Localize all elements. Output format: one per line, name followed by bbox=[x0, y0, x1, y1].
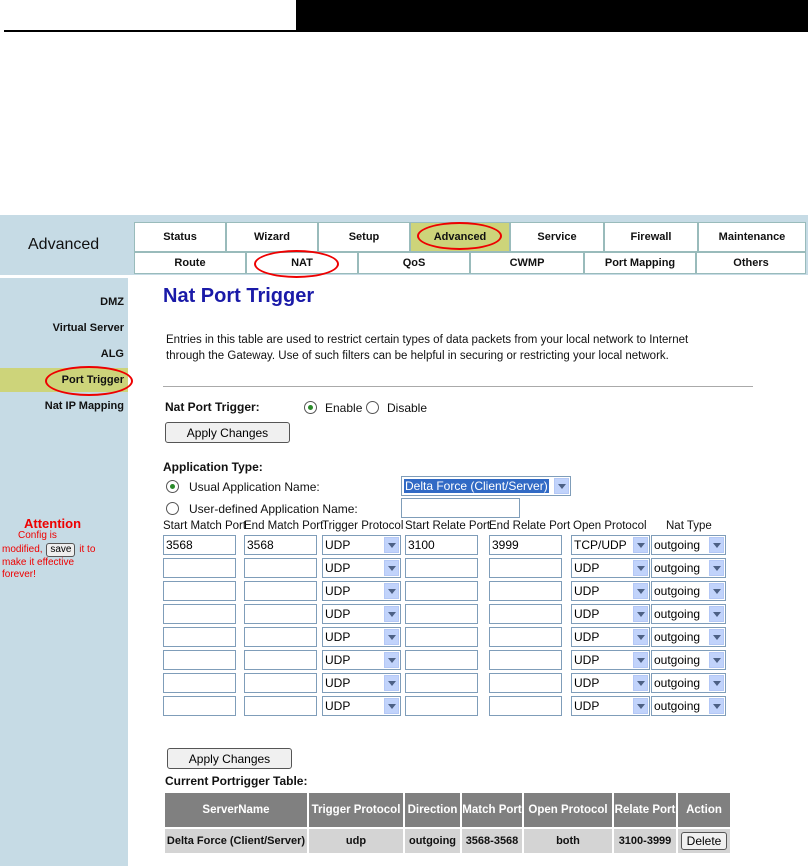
chevron-down-icon bbox=[709, 537, 724, 553]
section-title: Advanced bbox=[28, 236, 100, 253]
trigger-protocol-value: UDP bbox=[325, 607, 351, 621]
end-match-port-input[interactable] bbox=[244, 696, 317, 716]
open-protocol-value: UDP bbox=[574, 607, 600, 621]
header-rule bbox=[4, 30, 296, 32]
nat-type-value: outgoing bbox=[654, 607, 701, 621]
th-match-port: Match Port bbox=[462, 793, 522, 827]
subtab-qos[interactable]: QoS bbox=[358, 252, 470, 274]
subtab-nat[interactable]: NAT bbox=[246, 252, 358, 274]
subtab-others[interactable]: Others bbox=[696, 252, 806, 274]
start-relate-port-input[interactable]: 3100 bbox=[405, 535, 478, 555]
end-relate-port-input[interactable] bbox=[489, 558, 562, 578]
nat-type-value: outgoing bbox=[654, 653, 701, 667]
nat-type-value: outgoing bbox=[654, 630, 701, 644]
start-relate-port-input[interactable] bbox=[405, 650, 478, 670]
open-protocol-value: UDP bbox=[574, 584, 600, 598]
chevron-down-icon bbox=[384, 606, 399, 622]
chevron-down-icon bbox=[384, 675, 399, 691]
trigger-protocol-select[interactable] bbox=[322, 627, 401, 647]
end-match-port-input[interactable] bbox=[244, 581, 317, 601]
usual-app-label: Usual Application Name: bbox=[189, 480, 320, 494]
sidebar-item-port-trigger[interactable]: Port Trigger bbox=[0, 368, 128, 392]
chevron-down-icon bbox=[554, 478, 569, 494]
end-relate-port-input[interactable] bbox=[489, 581, 562, 601]
user-app-input[interactable] bbox=[401, 498, 520, 518]
tab-maintenance[interactable]: Maintenance bbox=[698, 222, 806, 252]
open-protocol-select[interactable] bbox=[571, 627, 650, 647]
chevron-down-icon bbox=[633, 629, 648, 645]
end-match-port-input[interactable] bbox=[244, 604, 317, 624]
cell-direction: outgoing bbox=[405, 829, 460, 853]
cell-match-port: 3568-3568 bbox=[462, 829, 522, 853]
start-match-port-input[interactable] bbox=[163, 604, 236, 624]
attention-line-3: make it effective bbox=[2, 556, 75, 568]
attention-line-2b: it to bbox=[79, 543, 96, 555]
tab-status[interactable]: Status bbox=[134, 222, 226, 252]
trigger-protocol-value: UDP bbox=[325, 699, 351, 713]
open-protocol-select[interactable] bbox=[571, 581, 650, 601]
nat-type-value: outgoing bbox=[654, 584, 701, 598]
nat-type-value: outgoing bbox=[654, 538, 701, 552]
col-nat-type: Nat Type bbox=[666, 520, 712, 532]
chevron-down-icon bbox=[633, 698, 648, 714]
chevron-down-icon bbox=[384, 537, 399, 553]
nat-trigger-label: Nat Port Trigger: bbox=[165, 400, 260, 414]
trigger-protocol-value: UDP bbox=[325, 630, 351, 644]
usual-app-value: Delta Force (Client/Server) bbox=[405, 479, 548, 493]
open-protocol-value: UDP bbox=[574, 653, 600, 667]
chevron-down-icon bbox=[633, 583, 648, 599]
chevron-down-icon bbox=[633, 675, 648, 691]
attention-line-4: forever! bbox=[2, 569, 36, 580]
tab-setup[interactable]: Setup bbox=[318, 222, 410, 252]
subtab-cwmp[interactable]: CWMP bbox=[470, 252, 584, 274]
chevron-down-icon bbox=[384, 652, 399, 668]
usual-app-select[interactable] bbox=[401, 476, 571, 496]
start-relate-port-input[interactable] bbox=[405, 581, 478, 601]
enable-label: Enable bbox=[325, 401, 363, 415]
end-match-port-input[interactable] bbox=[244, 650, 317, 670]
nat-type-value: outgoing bbox=[654, 699, 701, 713]
chevron-down-icon bbox=[709, 698, 724, 714]
trigger-protocol-value: UDP bbox=[325, 653, 351, 667]
chevron-down-icon bbox=[709, 560, 724, 576]
sidebar-item-nat-ip-mapping[interactable]: Nat IP Mapping bbox=[44, 400, 124, 412]
end-relate-port-input[interactable] bbox=[489, 650, 562, 670]
end-relate-port-input[interactable] bbox=[489, 627, 562, 647]
apply-changes-button-top[interactable]: Apply Changes bbox=[165, 422, 290, 443]
nat-type-select[interactable] bbox=[651, 673, 726, 693]
trigger-protocol-value: UDP bbox=[325, 584, 351, 598]
tab-wizard[interactable]: Wizard bbox=[226, 222, 318, 252]
chevron-down-icon bbox=[709, 652, 724, 668]
page-title: Nat Port Trigger bbox=[163, 285, 315, 307]
current-table-title: Current Portrigger Table: bbox=[165, 774, 308, 788]
nat-type-select[interactable] bbox=[651, 696, 726, 716]
start-match-port-input[interactable] bbox=[163, 558, 236, 578]
col-open-protocol: Open Protocol bbox=[573, 520, 647, 532]
open-protocol-select[interactable] bbox=[571, 696, 650, 716]
th-direction: Direction bbox=[405, 793, 460, 827]
start-match-port-input[interactable] bbox=[163, 673, 236, 693]
trigger-protocol-select[interactable] bbox=[322, 535, 401, 555]
attention-title: Attention bbox=[24, 516, 82, 531]
nat-type-select[interactable] bbox=[651, 558, 726, 578]
open-protocol-value: UDP bbox=[574, 630, 600, 644]
chevron-down-icon bbox=[709, 629, 724, 645]
tab-firewall[interactable]: Firewall bbox=[604, 222, 698, 252]
trigger-protocol-select[interactable] bbox=[322, 604, 401, 624]
highlight-oval bbox=[254, 250, 339, 278]
end-relate-port-input[interactable]: 3999 bbox=[489, 535, 562, 555]
trigger-protocol-value: UDP bbox=[325, 538, 351, 552]
apply-changes-button-bottom[interactable]: Apply Changes bbox=[167, 748, 292, 769]
start-relate-port-input[interactable] bbox=[405, 604, 478, 624]
chevron-down-icon bbox=[709, 675, 724, 691]
nat-type-value: outgoing bbox=[654, 676, 701, 690]
sidebar-item-virtual-server[interactable]: Virtual Server bbox=[52, 322, 124, 334]
chevron-down-icon bbox=[633, 560, 648, 576]
subtab-route[interactable]: Route bbox=[134, 252, 246, 274]
highlight-oval bbox=[45, 366, 133, 396]
open-protocol-value: UDP bbox=[574, 561, 600, 575]
delete-button[interactable]: Delete bbox=[681, 832, 727, 850]
start-relate-port-input[interactable] bbox=[405, 673, 478, 693]
nat-type-select[interactable] bbox=[651, 627, 726, 647]
open-protocol-select[interactable] bbox=[571, 604, 650, 624]
application-type-label: Application Type: bbox=[163, 460, 263, 474]
intro-text: Entries in this table are used to restrict certain types of data packets from your local network to Internet through the Gateway. Use of such filters can be helpful in securing or restricting your local network. bbox=[166, 334, 689, 362]
th-open-protocol: Open Protocol bbox=[524, 793, 612, 827]
col-end-relate-port: End Relate Port bbox=[489, 520, 571, 532]
trigger-protocol-select[interactable] bbox=[322, 558, 401, 578]
start-relate-port-input[interactable] bbox=[405, 558, 478, 578]
end-relate-port-input[interactable] bbox=[489, 673, 562, 693]
end-relate-port-input[interactable] bbox=[489, 604, 562, 624]
disable-label: Disable bbox=[387, 401, 428, 415]
attention-line-1: Config is bbox=[18, 530, 57, 541]
nat-type-select[interactable] bbox=[651, 650, 726, 670]
cell-open-protocol: both bbox=[524, 829, 612, 853]
chevron-down-icon bbox=[384, 560, 399, 576]
nat-type-select[interactable] bbox=[651, 581, 726, 601]
col-start-relate-port: Start Relate Port bbox=[405, 520, 491, 532]
header-bar bbox=[296, 0, 808, 32]
end-match-port-input[interactable]: 3568 bbox=[244, 535, 317, 555]
trigger-protocol-select[interactable] bbox=[322, 696, 401, 716]
col-trigger-protocol: Trigger Protocol bbox=[322, 520, 404, 532]
trigger-protocol-value: UDP bbox=[325, 561, 351, 575]
chevron-down-icon bbox=[633, 537, 648, 553]
trigger-protocol-select[interactable] bbox=[322, 581, 401, 601]
enable-radio[interactable] bbox=[304, 401, 317, 414]
nat-type-select[interactable] bbox=[651, 535, 726, 555]
open-protocol-select[interactable] bbox=[571, 650, 650, 670]
th-action: Action bbox=[678, 793, 730, 827]
chevron-down-icon bbox=[384, 583, 399, 599]
start-match-port-input[interactable] bbox=[163, 581, 236, 601]
cell-trigger-protocol: udp bbox=[309, 829, 403, 853]
usual-app-radio[interactable] bbox=[166, 480, 179, 493]
chevron-down-icon bbox=[709, 606, 724, 622]
th-server-name: ServerName bbox=[165, 793, 307, 827]
th-relate-port: Relate Port bbox=[614, 793, 676, 827]
end-relate-port-input[interactable] bbox=[489, 696, 562, 716]
attention-line-2 bbox=[2, 543, 122, 557]
chevron-down-icon bbox=[633, 606, 648, 622]
open-protocol-select[interactable] bbox=[571, 673, 650, 693]
end-match-port-input[interactable] bbox=[244, 558, 317, 578]
disable-radio[interactable] bbox=[366, 401, 379, 414]
start-relate-port-input[interactable] bbox=[405, 696, 478, 716]
sidebar-item-alg[interactable]: ALG bbox=[100, 348, 124, 360]
highlight-oval bbox=[417, 222, 502, 250]
attention-message bbox=[2, 530, 122, 582]
sidebar-item-dmz[interactable]: DMZ bbox=[100, 296, 124, 308]
start-match-port-input[interactable]: 3568 bbox=[163, 535, 236, 555]
end-match-port-input[interactable] bbox=[244, 673, 317, 693]
tab-advanced[interactable]: Advanced bbox=[410, 222, 510, 252]
nat-type-value: outgoing bbox=[654, 561, 701, 575]
col-end-match-port: End Match Port bbox=[244, 520, 324, 532]
start-match-port-input[interactable] bbox=[163, 696, 236, 716]
th-trigger-protocol: Trigger Protocol bbox=[309, 793, 403, 827]
save-button[interactable]: save bbox=[46, 543, 75, 557]
open-protocol-value: UDP bbox=[574, 699, 600, 713]
tab-service[interactable]: Service bbox=[510, 222, 604, 252]
open-protocol-select[interactable] bbox=[571, 535, 650, 555]
cell-server-name: Delta Force (Client/Server) bbox=[165, 829, 307, 853]
subtab-port-mapping[interactable]: Port Mapping bbox=[584, 252, 696, 274]
trigger-protocol-value: UDP bbox=[325, 676, 351, 690]
user-app-radio[interactable] bbox=[166, 502, 179, 515]
open-protocol-value: TCP/UDP bbox=[574, 538, 627, 552]
chevron-down-icon bbox=[633, 652, 648, 668]
chevron-down-icon bbox=[709, 583, 724, 599]
attention-line-2a: modified, bbox=[2, 543, 43, 555]
nat-type-select[interactable] bbox=[651, 604, 726, 624]
start-relate-port-input[interactable] bbox=[405, 627, 478, 647]
col-start-match-port: Start Match Port bbox=[163, 520, 247, 532]
end-match-port-input[interactable] bbox=[244, 627, 317, 647]
trigger-protocol-select[interactable] bbox=[322, 650, 401, 670]
chevron-down-icon bbox=[384, 629, 399, 645]
user-app-label: User-defined Application Name: bbox=[189, 502, 358, 516]
cell-action bbox=[678, 829, 730, 853]
start-match-port-input[interactable] bbox=[163, 627, 236, 647]
trigger-protocol-select[interactable] bbox=[322, 673, 401, 693]
cell-relate-port: 3100-3999 bbox=[614, 829, 676, 853]
divider bbox=[163, 386, 753, 387]
start-match-port-input[interactable] bbox=[163, 650, 236, 670]
open-protocol-select[interactable] bbox=[571, 558, 650, 578]
open-protocol-value: UDP bbox=[574, 676, 600, 690]
chevron-down-icon bbox=[384, 698, 399, 714]
